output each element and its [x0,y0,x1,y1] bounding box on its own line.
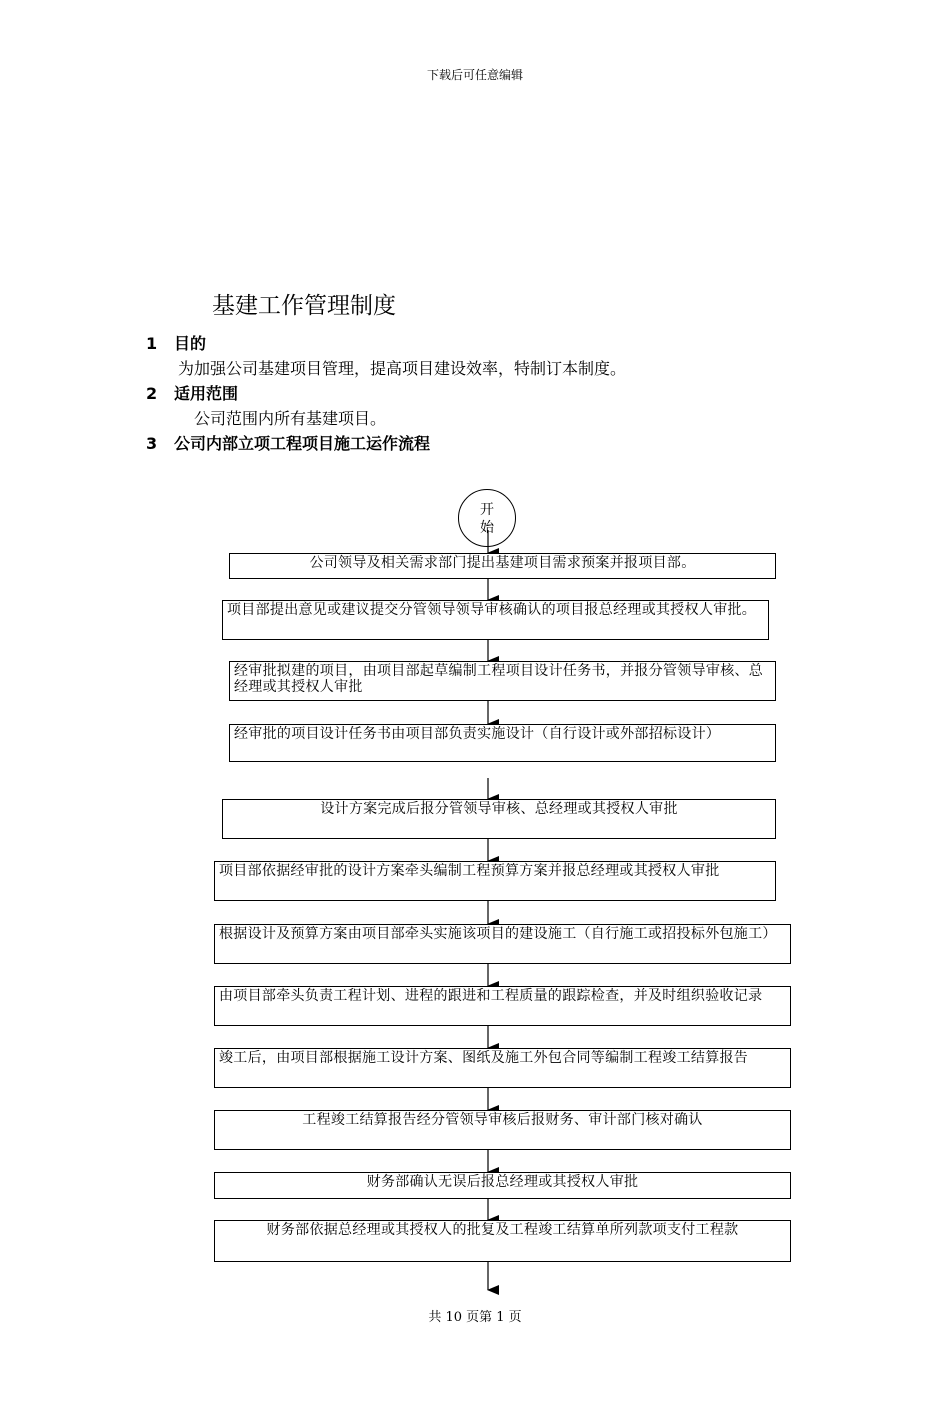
flow-step-8: 由项目部牵头负责工程计划、进程的跟进和工程质量的跟踪检查，并及时组织验收记录 [214,986,791,1026]
start-label-line2: 始 [480,520,494,536]
flow-step-12: 财务部依据总经理或其授权人的批复及工程竣工结算单所列款项支付工程款 [214,1220,791,1262]
flow-step-1: 公司领导及相关需求部门提出基建项目需求预案并报项目部。 [229,553,776,579]
section-number: 2 [146,384,158,403]
section-1-text: 为加强公司基建项目管理，提高项目建设效率，特制订本制度。 [178,359,627,378]
flow-step-2: 项目部提出意见或建议提交分管领导领导审核确认的项目报总经理或其授权人审批。 [222,600,769,640]
flow-step-6: 项目部依据经审批的设计方案牵头编制工程预算方案并报总经理或其授权人审批 [214,861,776,901]
section-title: 目的 [174,334,207,353]
flow-step-9: 竣工后，由项目部根据施工设计方案、图纸及施工外包合同等编制工程竣工结算报告 [214,1048,791,1088]
section-title: 公司内部立项工程项目施工运作流程 [174,434,431,453]
section-number: 3 [146,434,158,453]
page-footer-number: 共 10 页第 1 页 [428,1310,522,1325]
flow-step-10: 工程竣工结算报告经分管领导审核后报财务、审计部门核对确认 [214,1110,791,1150]
section-2-text: 公司范围内所有基建项目。 [194,409,387,428]
page-header-note: 下载后可任意编辑 [426,68,523,82]
start-label-line1: 开 [480,502,494,518]
flow-step-11: 财务部确认无误后报总经理或其授权人审批 [214,1172,791,1199]
document-title: 基建工作管理制度 [212,293,396,319]
flow-step-3: 经审批拟建的项目，由项目部起草编制工程项目设计任务书，并报分管领导审核、总经理或其授权人审批 [229,661,776,701]
flow-step-7: 根据设计及预算方案由项目部牵头实施该项目的建设施工（自行施工或招投标外包施工） [214,924,791,964]
section-title: 适用范围 [174,384,239,403]
flow-step-5: 设计方案完成后报分管领导审核、总经理或其授权人审批 [222,799,776,839]
flow-step-4: 经审批的项目设计任务书由项目部负责实施设计（自行设计或外部招标设计） [229,724,776,762]
flowchart-start-node [458,489,516,547]
section-number: 1 [146,334,158,353]
